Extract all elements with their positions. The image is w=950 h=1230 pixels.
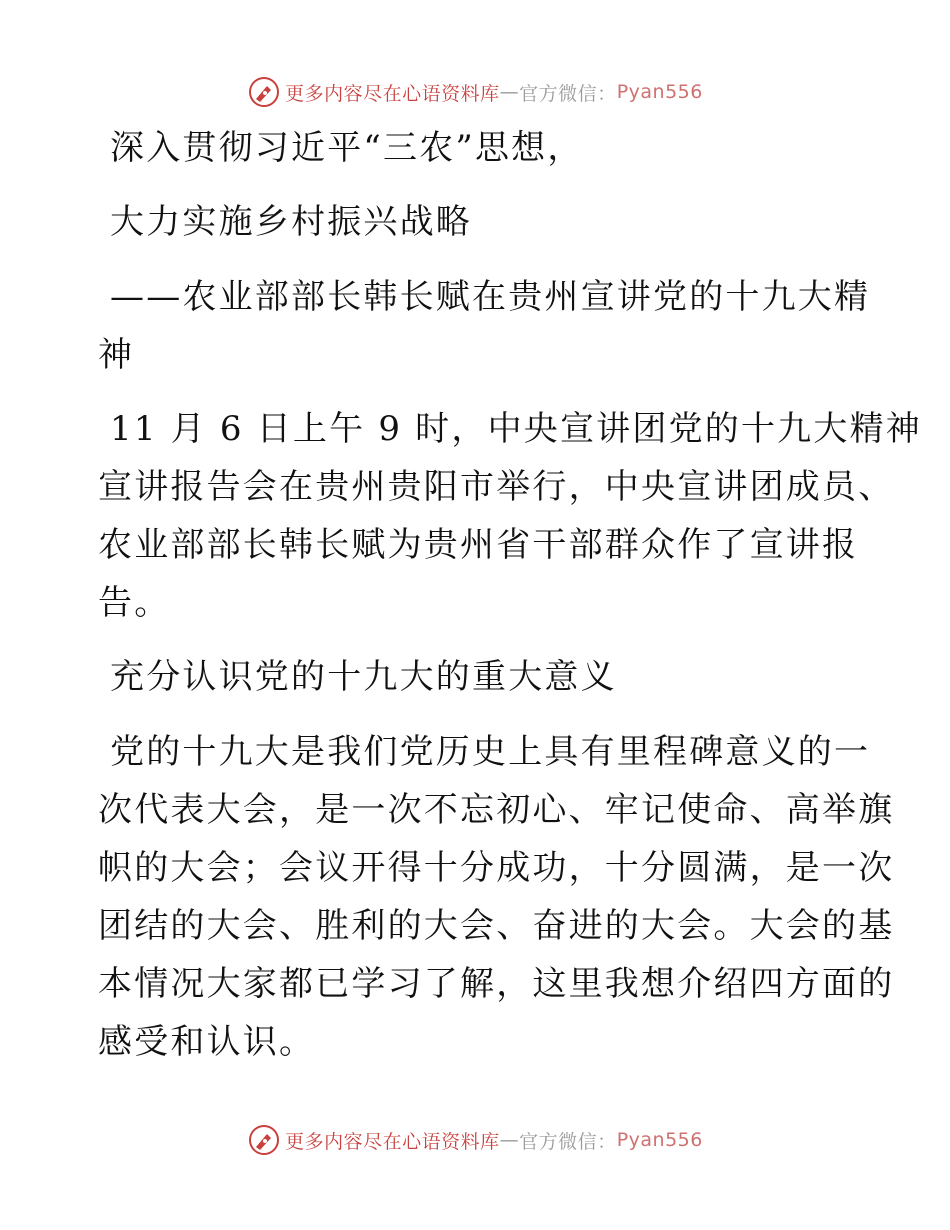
watermark-site-text: 更多内容尽在心语资料库 (285, 82, 500, 105)
header-watermark (0, 72, 950, 112)
watermark-dash: — (499, 81, 520, 103)
paragraph-2-line-2: 次代表大会，是一次不忘初心、牢记使命、高举旗 (98, 790, 895, 830)
paragraph-2-line-3: 帜的大会；会议开得十分成功，十分圆满，是一次 (98, 848, 895, 888)
pen-nib-icon (247, 1123, 281, 1157)
watermark-official-label: 官方微信： (519, 1130, 617, 1153)
section-heading: 充分认识党的十九大的重大意义 (110, 657, 617, 697)
subtitle-line-1: ——农业部部长韩长赋在贵州宣讲党的十九大精 (110, 277, 871, 317)
footer-watermark (0, 1120, 950, 1160)
watermark-wechat-id: Pyan556 (616, 81, 703, 103)
paragraph-2-line-5: 本情况大家都已学习了解，这里我想介绍四方面的 (98, 964, 895, 1004)
watermark-dash: — (499, 1129, 520, 1151)
title-line-1: 深入贯彻习近平“三农”思想， (110, 128, 584, 168)
paragraph-2-line-4: 团结的大会、胜利的大会、奋进的大会。大会的基 (98, 906, 895, 946)
paragraph-1-line-3: 农业部部长韩长赋为贵州省干部群众作了宣讲报 (98, 525, 859, 565)
paragraph-2-line-6: 感受和认识。 (98, 1022, 316, 1062)
watermark-wechat-id: Pyan556 (616, 1129, 703, 1151)
paragraph-1-line-4: 告。 (98, 583, 171, 623)
title-line-2: 大力实施乡村振兴战略 (110, 202, 472, 242)
paragraph-2-line-1: 党的十九大是我们党历史上具有里程碑意义的一 (110, 732, 871, 772)
pen-nib-icon (247, 75, 281, 109)
subtitle-line-2: 神 (98, 335, 135, 375)
paragraph-1-line-1: 11 月 6 日上午 9 时，中央宣讲团党的十九大精神 (110, 409, 922, 449)
paragraph-1-line-2: 宣讲报告会在贵州贵阳市举行，中央宣讲团成员、 (98, 467, 895, 507)
watermark-site-text: 更多内容尽在心语资料库 (285, 1130, 500, 1153)
watermark-official-label: 官方微信： (519, 82, 617, 105)
